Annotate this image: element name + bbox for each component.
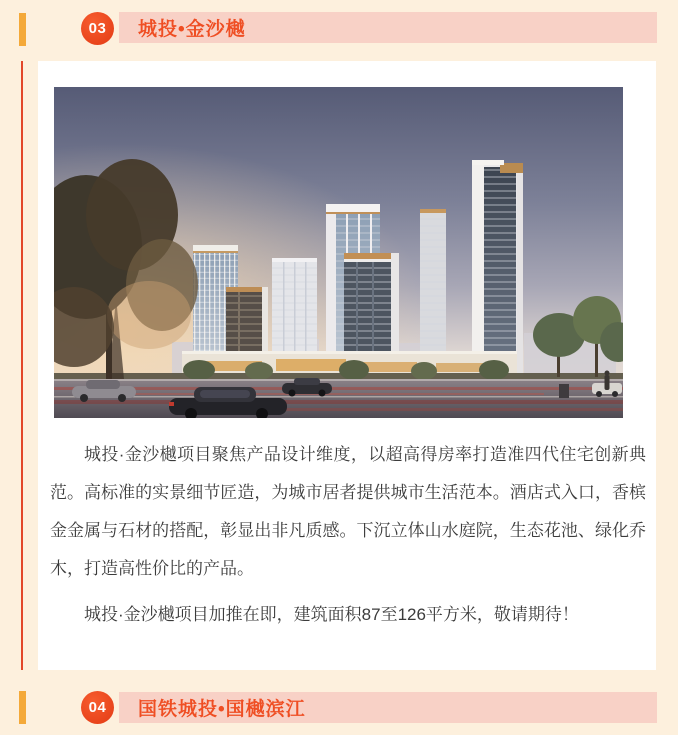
- project-paragraph-2: 城投·金沙樾项目加推在即，建筑面积87至126平方米，敬请期待！: [84, 605, 579, 624]
- section-title-banner: [119, 12, 657, 43]
- rendering-scene: [54, 87, 623, 418]
- section-accent-bar: [19, 691, 26, 724]
- section-number-badge: 04: [81, 691, 114, 724]
- section-number-badge: 03: [81, 12, 114, 45]
- left-red-rule: [21, 61, 23, 670]
- section-title-banner: [119, 692, 657, 723]
- project-rendering-image: [54, 87, 623, 418]
- project-description: [50, 418, 646, 634]
- project-paragraph-1: 城投·金沙樾项目聚焦产品设计维度，以超高得房率打造准四代住宅创新典范。高标准的实景细节匠造，为城市居者提供城市生活范本。酒店式入口，香槟金金属与石材的搭配，彰显出非凡质感。下沉立体山水庭院，生态花池、绿化乔木，打造高性价比的产品。: [50, 445, 646, 578]
- section-title: 国铁城投•国樾滨江: [138, 699, 306, 720]
- project-card: [38, 61, 656, 670]
- section-title: 城投•金沙樾: [138, 19, 246, 40]
- section-accent-bar: [19, 13, 26, 46]
